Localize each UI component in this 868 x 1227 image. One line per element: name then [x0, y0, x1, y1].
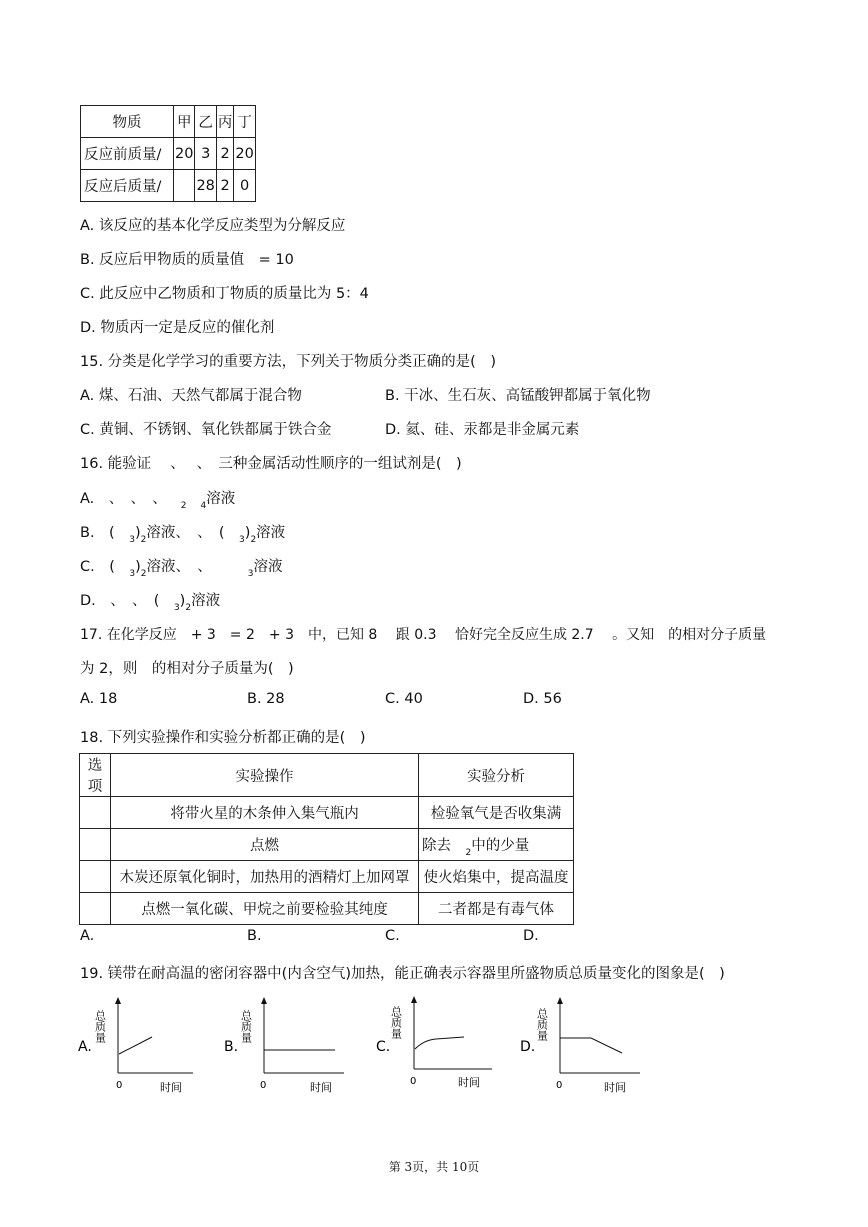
q17-stem-line2: 为 2，则 的相对分子质量为( ): [80, 661, 294, 677]
table-row: [80, 829, 574, 861]
graph-curve: [119, 1037, 152, 1054]
table-row: [80, 893, 574, 925]
q18-option-a: A.: [80, 928, 95, 944]
q17-option-a: A. 18: [80, 691, 118, 707]
table-cell: [80, 893, 111, 925]
q18-option-b: B.: [247, 928, 262, 944]
q19-stem: 19. 镁带在耐高温的密闭容器中(内含空气)加热，能正确表示容器里所盛物质总质量变化的图象是( ): [80, 966, 725, 982]
table-cell: 点燃一氧化碳、甲烷之前要检验其纯度: [111, 893, 419, 925]
graph-y-arrow: [115, 997, 121, 1004]
table-cell: [80, 829, 111, 861]
q18-option-c: C.: [385, 928, 400, 944]
page-footer: 第 3页，共 10页: [388, 1160, 480, 1174]
graph-origin: 0: [116, 1080, 123, 1091]
table-cell: 二者都是有毒气体: [419, 893, 574, 925]
graph-origin: 0: [410, 1076, 417, 1087]
table-header-cell: 选项: [80, 754, 111, 797]
graph-d: [518, 996, 648, 1098]
table-row: [81, 138, 256, 170]
q16-stem: 16. 能验证 、 、 三种金属活动性顺序的一组试剂是( ): [80, 456, 462, 472]
q15-option-d: D. 氦、硅、汞都是非金属元素: [385, 422, 580, 438]
table-cell: 0: [234, 170, 255, 202]
table-cell: 20: [174, 138, 195, 170]
table-cell: 28: [195, 170, 216, 202]
q18-option-d: D.: [523, 928, 539, 944]
table-header-cell: 丁: [234, 106, 255, 138]
table-cell: 20: [234, 138, 255, 170]
mass-table: [80, 105, 256, 202]
graph-xlabel: 时间: [458, 1076, 480, 1089]
graph-label: C.: [376, 1039, 391, 1055]
q16-option-d: D. 、 、 ( $_3)_2$溶液: [80, 593, 221, 613]
graph-y-arrow: [411, 996, 417, 1003]
table-header-cell: 乙: [195, 106, 216, 138]
q15-option-c: C. 黄铜、不锈钢、氧化铁都属于铁合金: [80, 422, 332, 438]
table-cell: 将带火星的木条伸入集气瓶内: [111, 797, 419, 829]
q17-option-b: B. 28: [247, 691, 285, 707]
table-row: [81, 106, 256, 138]
q15-stem: 15. 分类是化学学习的重要方法，下列关于物质分类正确的是( ): [80, 354, 496, 370]
q16-option-a: A. 、 、 、 $_2$ $_4$溶液: [80, 491, 236, 511]
graph-d-figure: [518, 996, 648, 1094]
table-header-cell: 实验操作: [111, 754, 419, 797]
q14-option-a: A. 该反应的基本化学反应类型为分解反应: [80, 218, 346, 234]
table-cell: 使火焰集中，提高温度: [419, 861, 574, 893]
graph-xlabel: 时间: [310, 1081, 332, 1094]
graph-ylabel: 总质量: [93, 1010, 107, 1043]
table-cell: 木炭还原氧化铜时，加热用的酒精灯上加网罩: [111, 861, 419, 893]
table-header-cell: 丙: [216, 106, 234, 138]
table-cell: [80, 797, 111, 829]
table-cell: 反应后质量/: [81, 170, 174, 202]
table-cell: [80, 861, 111, 893]
q15-option-a: A. 煤、石油、天然气都属于混合物: [80, 388, 302, 404]
table-header-cell: 实验分析: [419, 754, 574, 797]
graph-xlabel: 时间: [604, 1081, 626, 1094]
table-cell: 反应前质量/: [81, 138, 174, 170]
graph-c-figure: [374, 996, 504, 1094]
table-row: [80, 861, 574, 893]
q18-stem: 18. 下列实验操作和实验分析都正确的是( ): [80, 730, 366, 746]
graph-origin: 0: [260, 1080, 267, 1091]
graph-a-figure: [78, 996, 198, 1094]
q17-option-c: C. 40: [385, 691, 423, 707]
graph-origin: 0: [556, 1080, 563, 1091]
q14-option-d: D. 物质丙一定是反应的催化剂: [80, 320, 275, 336]
q15-option-b: B. 干冰、生石灰、高锰酸钾都属于氧化物: [385, 388, 651, 404]
table-row: [80, 797, 574, 829]
graph-c: [374, 996, 504, 1098]
q17-stem-line1: 17. 在化学反应 + 3 = 2 + 3 中，已知 8 跟 0.3 恰好完全反应生成 2.7 。又知 的相对分子质量: [80, 627, 767, 643]
graph-xlabel: 时间: [160, 1081, 182, 1094]
graph-ylabel: 总质量: [239, 1010, 253, 1043]
experiment-table: [79, 753, 574, 925]
graph-label: B.: [224, 1039, 239, 1055]
table-header-cell: 物质: [81, 106, 174, 138]
graph-y-arrow: [261, 997, 267, 1004]
graph-label: A.: [78, 1039, 92, 1055]
table-cell: 3: [195, 138, 216, 170]
q16-option-c: C. ( $_3)_2$溶液、 、 $_3$溶液: [80, 559, 283, 579]
table-row: [80, 754, 574, 797]
graph-label: D.: [520, 1039, 536, 1055]
q16-option-b: B. ( $_3)_2$溶液、 、 ( $_3)_2$溶液: [80, 525, 286, 545]
table-cell: 检验氧气是否收集满: [419, 797, 574, 829]
table-cell: 2: [216, 138, 234, 170]
table-header-cell: 甲: [174, 106, 195, 138]
table-row: [81, 170, 256, 202]
table-cell: [174, 170, 195, 202]
graph-ylabel: 总质量: [535, 1008, 549, 1041]
graph-y-arrow: [557, 997, 563, 1004]
graph-ylabel: 总质量: [389, 1006, 403, 1039]
graph-curve: [560, 1038, 622, 1053]
table-cell: 2: [216, 170, 234, 202]
q14-option-c: C. 此反应中乙物质和丁物质的质量比为 5：4: [80, 286, 369, 302]
graph-b-figure: [222, 996, 352, 1094]
graph-b: [222, 996, 352, 1098]
table-cell: 点燃: [111, 829, 419, 861]
table-cell: 除去 $_2$中的少量: [419, 829, 574, 861]
q17-option-d: D. 56: [523, 691, 562, 707]
graph-a: [78, 996, 198, 1098]
graph-curve: [415, 1037, 464, 1049]
q14-option-b: B. 反应后甲物质的质量值 = 10: [80, 252, 294, 268]
